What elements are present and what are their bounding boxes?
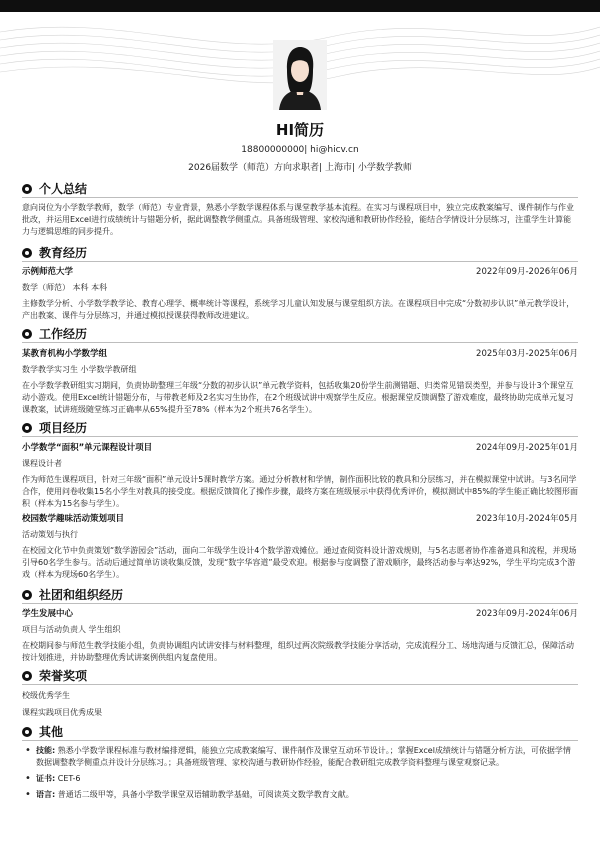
education-desc: 主修数学分析、小学数学教学论、教育心理学、概率统计等课程，系统学习儿童认知发展与课堂组织方法。在课程项目中完成“分数初步认识”单元教学设计，产出教案、课件与分层练习，并通过模拟授课获得教师改进建议。: [22, 299, 575, 320]
project-date: 2024年09月-2025年01月: [476, 443, 578, 453]
section-title: 荣誉奖项: [39, 669, 88, 683]
campus-org: 学生发展中心: [22, 609, 74, 619]
project-desc: 在校园文化节中负责策划“数学游园会”活动，面向二年级学生设计4个数学游戏摊位。通过查阅资料设计游戏规则，与5名志愿者协作准备道具和流程，并现场引导60名学生参与。活动后通过简单访谈收集反馈，发现“数字华容道”最受欢迎。根据参与度调整了游戏顺序，最终活动参与率达92%，学生平均完成3个游戏（样本为现场60名学生）。: [22, 546, 577, 579]
work-role: 数学教学实习生 小学数学教研组: [22, 365, 137, 374]
contact-info: 18800000000| hi@hicv.cn: [241, 145, 359, 155]
profile-photo: [273, 40, 327, 110]
section-education: [22, 245, 578, 262]
section-title: 工作经历: [39, 327, 88, 341]
education-date: 2022年09月-2026年06月: [476, 267, 578, 277]
item-text: CET-6: [57, 774, 81, 783]
section-title: 社团和组织经历: [39, 588, 124, 602]
section-bullet-icon: [22, 727, 32, 737]
list-item: [22, 789, 578, 801]
list-item: [22, 773, 578, 785]
section-bullet-icon: [22, 671, 32, 681]
school-name: 示例师范大学: [22, 267, 74, 277]
top-bar: [0, 0, 600, 12]
work-org: 某教育机构小学数学组: [22, 349, 108, 359]
education-major: 数学（师范） 本科 本科: [22, 283, 108, 292]
section-bullet-icon: [22, 590, 32, 600]
campus-date: 2023年09月-2024年06月: [476, 609, 578, 619]
campus-desc: 在校期间参与师范生教学技能小组，负责协调组内试讲安排与材料整理，组织过两次院级教学技能分享活动，完成流程分工、场地沟通与反馈汇总，保障活动按计划推进，并协助整理优秀试讲案例供组内复盘使用。: [22, 641, 574, 662]
section-title: 教育经历: [39, 246, 88, 260]
section-title: 个人总结: [39, 182, 88, 196]
work-desc: 在小学数学教研组实习期间，负责协助整理三年级“分数的初步认识”单元教学资料，包括收集20份学生前测错题、归类常见错误类型，并参与设计3个课堂互动小游戏。使用Excel统计错题分布，与带教老师及2名实习生协作，在2个班级试讲中观察学生反应。根据课堂反馈调整了游戏难度，最终协助完成单元复习课教案，试讲班级随堂练习正确率从65%提升至78%（样本为2个班共76名学生）。: [22, 381, 574, 414]
section-title: 项目经历: [39, 421, 88, 435]
item-label: 语言:: [36, 790, 56, 799]
item-text: 普通话二级甲等，具备小学数学课堂双语辅助教学基础，可阅读英文数学教育文献。: [57, 790, 354, 799]
section-honors: [22, 668, 578, 685]
project-desc: 作为师范生课程项目，针对三年级“面积”单元设计5课时教学方案。通过分析教材和学情，制作面积比较的教具和分层练习，并在模拟课堂中试讲。与3名同学合作，使用问卷收集15名小学生对教具的接受度。根据反馈简化了操作步骤，最终方案在班级展示中获得优秀评价，模拟测试中85%的学生能正确比较图形面积（样本为15名参与学生）。: [22, 475, 578, 508]
job-target: 2026届数学（师范）方向求职者| 上海市| 小学数学教师: [188, 163, 412, 173]
work-date: 2025年03月-2025年06月: [476, 349, 578, 359]
section-campus: [22, 587, 578, 604]
section-work: [22, 326, 578, 343]
project-role: 活动策划与执行: [22, 530, 78, 539]
section-bullet-icon: [22, 248, 32, 258]
other-list: [22, 745, 578, 805]
item-text: 熟悉小学数学课程标准与教材编排逻辑，能独立完成教案编写、课件制作及课堂互动环节设计。；掌握Excel成绩统计与错题分析方法，可依据学情数据调整教学侧重点并设计分层练习。；具备班级管理、家校沟通与教研协作经验，能配合教研组完成教学资料整理与课堂观察记录。: [36, 746, 571, 767]
section-bullet-icon: [22, 184, 32, 194]
item-label: 证书:: [36, 774, 56, 783]
summary-text: 意向岗位为小学数学教师，数学（师范）专业背景，熟悉小学数学课程体系与课堂教学基本流程。在实习与课程项目中，独立完成教案编写、课件制作与作业批改，并运用Excel进行成绩统计与错题分析，据此调整教学侧重点。具备班级管理、家校沟通和教研协作经验，能结合学情设计分层练习，注重学生计算能力与逻辑思维的同步提升。: [22, 203, 574, 236]
project-date: 2023年10月-2024年05月: [476, 514, 578, 524]
section-summary: [22, 181, 578, 198]
item-label: 技能:: [36, 746, 56, 755]
project-role: 课程设计者: [22, 459, 62, 468]
section-bullet-icon: [22, 329, 32, 339]
honor-item: 课程实践项目优秀成果: [22, 708, 102, 717]
honor-item: 校级优秀学生: [22, 691, 70, 700]
campus-role: 项目与活动负责人 学生组织: [22, 625, 121, 634]
section-bullet-icon: [22, 423, 32, 433]
project-name: 小学数学“面积”单元课程设计项目: [22, 443, 153, 453]
list-item: [22, 745, 578, 769]
section-title: 其他: [39, 725, 64, 739]
resume-name: HI简历: [275, 121, 325, 139]
section-projects: [22, 420, 578, 437]
project-name: 校园数学趣味活动策划项目: [22, 514, 125, 524]
section-other: [22, 724, 578, 741]
